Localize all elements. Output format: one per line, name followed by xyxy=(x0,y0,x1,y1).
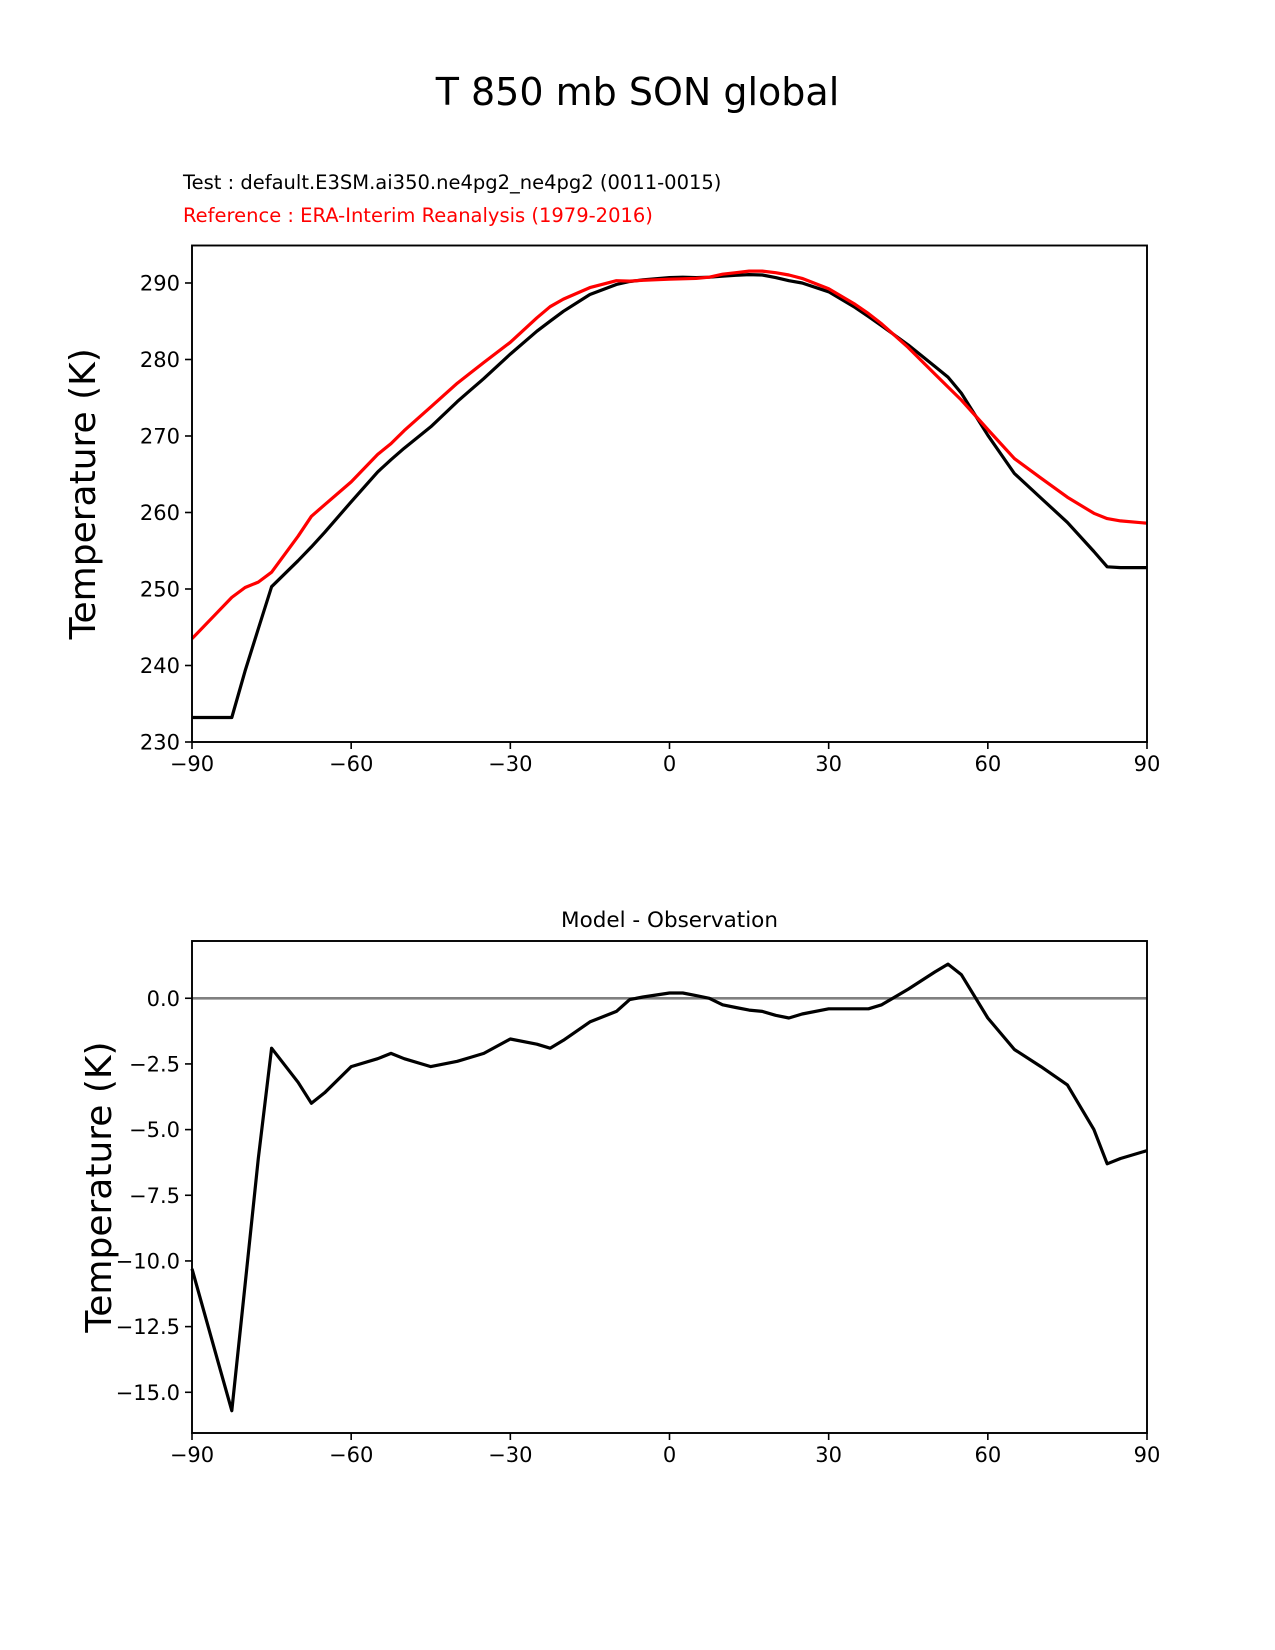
legend-reference-label: Reference : ERA-Interim Reanalysis (1979-2016) xyxy=(183,204,653,227)
y-tick-label: 260 xyxy=(139,500,180,525)
y-tick-label: 280 xyxy=(139,347,180,372)
x-tick-label: 60 xyxy=(974,1443,1002,1467)
x-tick-label: 0 xyxy=(662,752,677,776)
y-tick-label: −12.5 xyxy=(115,1315,180,1340)
x-tick-label: 60 xyxy=(974,752,1002,776)
x-tick-label: −60 xyxy=(329,752,374,776)
x-tick-label: −60 xyxy=(329,1443,374,1467)
y-tick-label: −2.5 xyxy=(129,1052,180,1077)
y-tick-label: 290 xyxy=(139,271,180,296)
y-tick-label: 250 xyxy=(139,577,180,602)
y-tick-label: 240 xyxy=(139,653,180,678)
x-tick-label: −30 xyxy=(488,752,533,776)
x-tick-label: 30 xyxy=(815,752,843,776)
y-tick-label: −5.0 xyxy=(129,1118,180,1143)
x-tick-label: 0 xyxy=(662,1443,677,1467)
y-tick-label: −10.0 xyxy=(115,1249,180,1274)
y-axis-label: Temperature (K) xyxy=(63,348,104,640)
y-tick-label: −7.5 xyxy=(129,1183,180,1208)
x-tick-label: −90 xyxy=(169,752,215,776)
x-tick-label: 30 xyxy=(815,1443,843,1467)
x-tick-label: −30 xyxy=(488,1443,533,1467)
y-tick-label: 0.0 xyxy=(146,986,180,1011)
x-tick-label: 90 xyxy=(1133,1443,1161,1467)
y-tick-label: 230 xyxy=(139,730,180,755)
series-line-000000 xyxy=(192,964,1147,1411)
y-tick-label: 270 xyxy=(139,424,180,449)
x-tick-label: 90 xyxy=(1133,752,1161,776)
x-tick-label: −90 xyxy=(169,1443,215,1467)
axes-spines xyxy=(192,941,1147,1433)
y-tick-label: −15.0 xyxy=(115,1380,180,1405)
legend-test-label: Test : default.E3SM.ai350.ne4pg2_ne4pg2 (0011-0015) xyxy=(183,171,722,194)
axes-title: Model - Observation xyxy=(561,908,778,933)
figure-title: T 850 mb SON global xyxy=(435,70,840,114)
y-axis-label: Temperature (K) xyxy=(79,1041,120,1333)
